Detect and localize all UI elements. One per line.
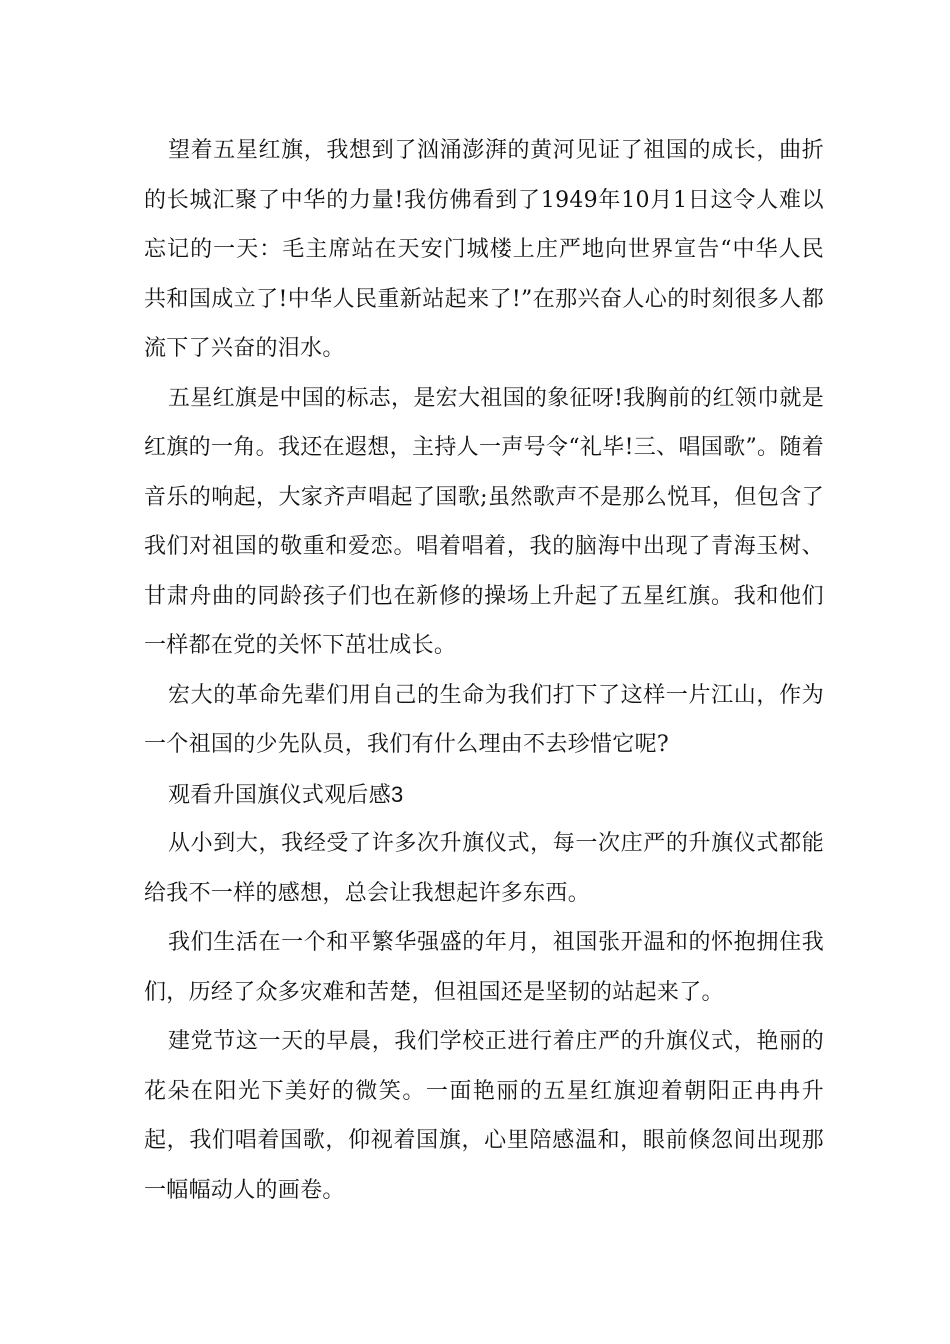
paragraph-party-day-morning: 建党节这一天的早晨，我们学校正进行着庄严的升旗仪式，艳丽的花朵在阳光下美好的微笑。一面艳丽的五星红旗迎着朝阳正冉冉升起，我们唱着国歌，仰视着国旗，心里陪感温和，眼前倏忽间出现那一幅幅动人的画卷。 [144, 1029, 824, 1203]
paragraph-flag-ceremonies: 从小到大，我经受了许多次升旗仪式，每一次庄严的升旗仪式都能给我不一样的感想，总会让我想起许多东西。 [144, 831, 824, 906]
paragraph-flag-symbol: 五星红旗是中国的标志，是宏大祖国的象征呀!我胸前的红领巾就是红旗的一角。我还在遐想，主持人一声号令“礼毕!三、唱国歌”。随着音乐的响起，大家齐声唱起了国歌;虽然歌声不是那么悦耳，但包含了我们对祖国的敬重和爱恋。唱着唱着，我的脑海中出现了青海玉树、甘肃舟曲的同龄孩子们也在新修的操场上升起了五星红旗。我和他们一样都在党的关怀下茁壮成长。 [144, 385, 824, 658]
paragraph-flag-reflection: 望着五星红旗，我想到了汹涌澎湃的黄河见证了祖国的成长，曲折的长城汇聚了中华的力量!我仿佛看到了1949年10月1日这令人难以忘记的一天：毛主席站在天安门城楼上庄严地向世界宣告“中华人民共和国成立了!中华人民重新站起来了!”在那兴奋人心的时刻很多人都流下了兴奋的泪水。 [144, 138, 824, 361]
paragraph-revolutionary-ancestors: 宏大的革命先辈们用自己的生命为我们打下了这样一片江山，作为一个祖国的少先队员，我们有什么理由不去珍惜它呢? [144, 682, 824, 757]
paragraph-peaceful-times: 我们生活在一个和平繁华强盛的年月，祖国张开温和的怀抱拥住我们，历经了众多灾难和苦楚，但祖国还是坚韧的站起来了。 [144, 930, 824, 1005]
document-body [144, 126, 824, 1215]
section-title: 观看升国旗仪式观后感3 [168, 781, 404, 807]
